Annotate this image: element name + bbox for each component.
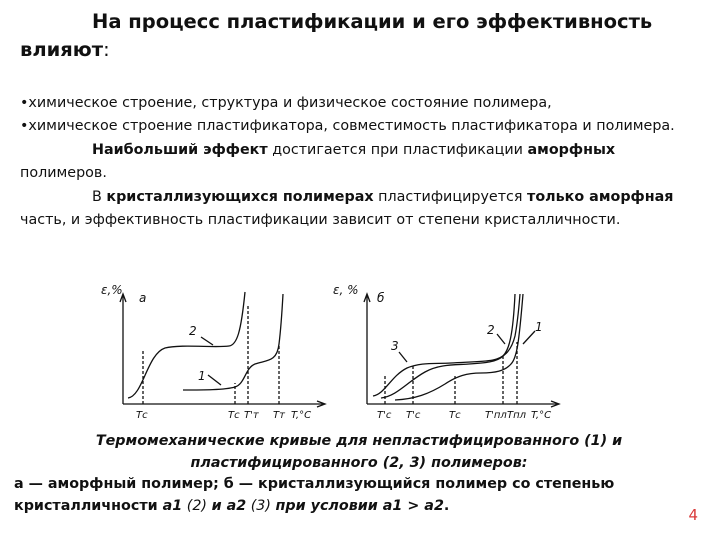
figure-a-leader-1 [208, 375, 221, 385]
caption-line-2 [14, 474, 704, 517]
figure-b-tick-label-1: T'с [377, 410, 392, 421]
caption-desc: а — аморфный полимер; б — кристаллизующийся полимер со степенью кристалличности [14, 476, 615, 514]
figure-a-tick-label-4: Tт [273, 410, 285, 421]
p2-bold-2: только аморфная [527, 188, 674, 205]
figure-a-curve-2 [128, 292, 245, 398]
title-bold-word: влияют [20, 38, 104, 61]
figure-b-curve-1-label: 1 [535, 320, 543, 334]
p2-bold: кристаллизующихся полимерах [106, 188, 374, 205]
title-colon: : [103, 38, 110, 61]
caption-dot: . [443, 497, 450, 514]
figure-b-tick-label-6: T,°C [531, 410, 552, 421]
figure-a-tick-label-2: Tс [228, 410, 240, 421]
p2-mid: пластифицируется [373, 188, 528, 205]
figure-b-panel-label: б [377, 291, 385, 305]
bullet-1: •химическое строение, структура и физическое состояние полимера, [20, 95, 552, 111]
figure-a-leader-2 [201, 337, 213, 345]
figure-b-leader-2 [497, 334, 505, 344]
caption-line-1: Термомеханические кривые для непластифицированного (1) и пластифицированного (2, 3) полимеров: [95, 433, 623, 471]
figure-b-leader-3 [399, 352, 407, 362]
page-number: 4 [688, 506, 698, 524]
p1-end: полимеров. [20, 165, 107, 182]
p1-mid: достигается при пластификации [267, 141, 528, 158]
caption-a2: а2 [226, 497, 247, 514]
paragraph-1 [20, 139, 700, 186]
body-text [20, 92, 700, 232]
figure-a-curve-1-label: 1 [198, 369, 206, 383]
figure-b-tick-label-3: Tс [449, 410, 461, 421]
figure-a-panel-label: а [139, 291, 147, 305]
figure-b-curve-2-label: 2 [487, 323, 495, 337]
bullet-2: •химическое строение пластификатора, совместимость пластификатора и полимера. [20, 118, 675, 135]
caption-n3: (3) [246, 497, 276, 514]
figure-a-tick-label-3: T'т [244, 410, 259, 421]
figure-b-leader-1 [523, 331, 535, 344]
p1-bold-2: аморфных [527, 141, 616, 158]
figure-caption [14, 431, 704, 517]
figure-b-curve-3-label: 3 [391, 339, 399, 353]
figure-b-tick-label-5: Tпл [507, 410, 527, 421]
figure-b-tick-label-4: T'пл [485, 410, 507, 421]
figure-a-curve-2-label: 2 [189, 324, 197, 338]
title-line-1: На процесс пластификации и его эффективность [92, 10, 653, 33]
figure-a-tick-label-1: Tс [136, 410, 148, 421]
figure-a [120, 292, 325, 407]
figure-b-labels [333, 283, 551, 421]
caption-a1: а1 [162, 497, 183, 514]
title-line-2 [20, 36, 710, 64]
p1-bold: Наибольший эффект [92, 141, 268, 158]
caption-condition: при условии а1 > а2 [275, 497, 444, 514]
figures-svg [95, 272, 695, 422]
figure-b-tick-label-2: T'с [406, 410, 421, 421]
figure-b-curve-1 [395, 294, 523, 400]
slide-title [20, 8, 710, 64]
figure-b-ylabel: ε, % [333, 283, 359, 297]
caption-n2: (2) [182, 497, 212, 514]
caption-and: и [211, 497, 227, 514]
p2-end: часть, и эффективность пластификации зависит от степени кристалличности. [20, 212, 621, 229]
p2-start: В [92, 188, 107, 205]
paragraph-2 [20, 186, 700, 233]
figure-a-ylabel: ε,% [101, 283, 123, 297]
thermomechanical-figures [95, 272, 695, 422]
figure-a-tick-label-5: T,°C [291, 410, 312, 421]
